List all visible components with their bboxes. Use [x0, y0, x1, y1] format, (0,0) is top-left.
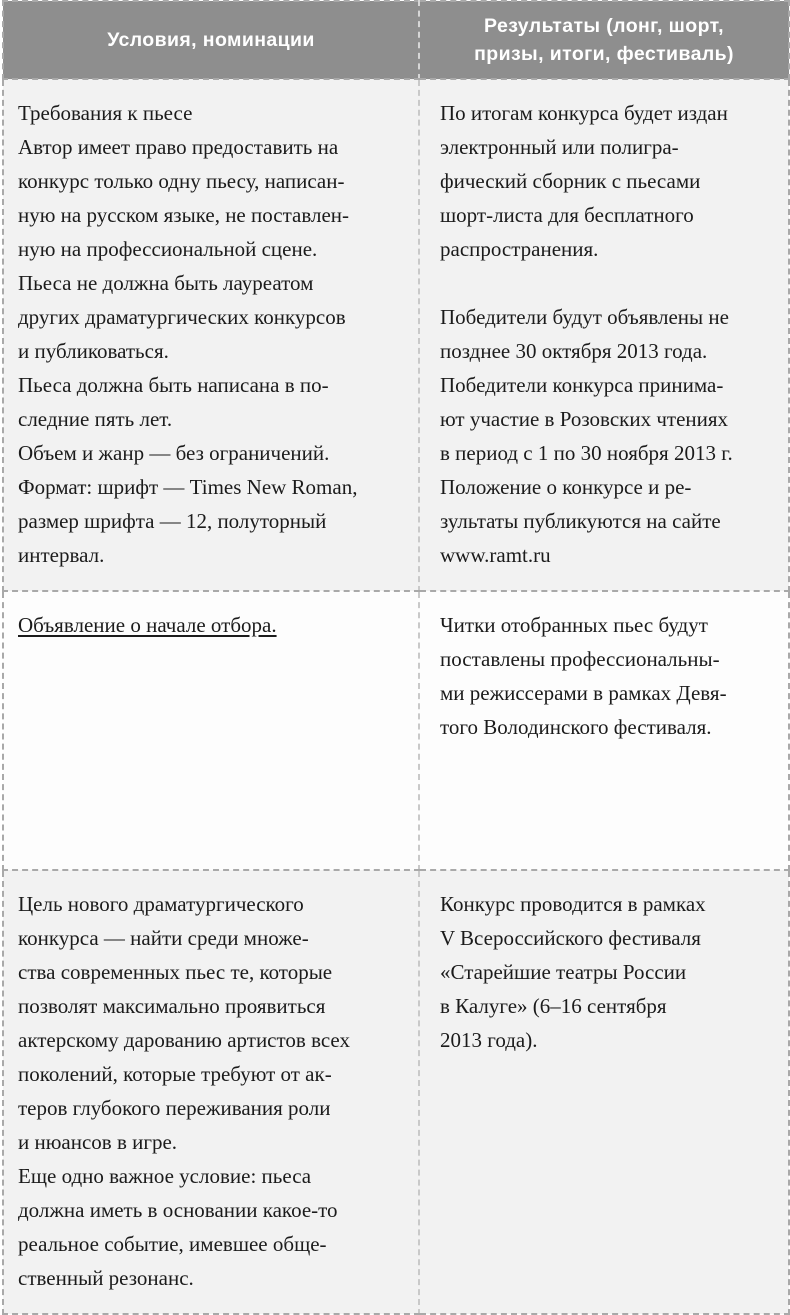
text-line: Еще одно важное условие: пьеса [18, 1164, 312, 1188]
text-line: позднее 30 октября 2013 года. [440, 339, 708, 363]
column-header-conditions-text [18, 26, 404, 54]
cell-conditions-goal [3, 870, 419, 1314]
text-line: 2013 года). [440, 1028, 538, 1052]
text-line: V Всероссийского фестиваля [440, 926, 701, 950]
text-line: в период с 1 по 30 ноября 2013 г. [440, 441, 733, 465]
cell-results-festival-text [440, 887, 766, 1057]
text-line: Условия, номинации [107, 29, 315, 51]
cell-results-publication [419, 79, 789, 591]
cell-conditions-announcement [3, 591, 419, 870]
table-row [3, 591, 789, 870]
column-header-results-text [434, 12, 774, 68]
text-line: теров глубокого переживания роли [18, 1096, 331, 1120]
text-line: «Старейшие театры России [440, 960, 687, 984]
text-line: Результаты (лонг, шорт, [484, 15, 724, 37]
cell-conditions-requirements-text [18, 96, 396, 572]
text-line: конкурса — найти среди множе- [18, 926, 309, 950]
cell-results-readings-text [440, 608, 766, 744]
text-line: других драматургических конкурсов [18, 305, 346, 329]
text-line: ют участие в Розовских чтениях [440, 407, 729, 431]
column-header-conditions [3, 1, 419, 79]
cell-results-festival [419, 870, 789, 1314]
text-line: размер шрифта — 12, полуторный [18, 509, 327, 533]
text-line: Объявление о начале отбора. [18, 613, 277, 637]
text-line: распространения. [440, 237, 599, 261]
conditions-results-table [2, 0, 790, 1315]
text-line: шорт-листа для бесплатного [440, 203, 694, 227]
text-line: ми режиссерами в рамках Девя- [440, 681, 727, 705]
text-line: www.ramt.ru [440, 543, 551, 567]
text-line: позволят максимально проявиться [18, 994, 326, 1018]
table-header [3, 1, 789, 79]
text-line: Формат: шрифт — Times New Roman, [18, 475, 358, 499]
text-line: ства современных пьес те, которые [18, 960, 333, 984]
text-line: интервал. [18, 543, 105, 567]
table-header-row [3, 1, 789, 79]
text-line: Цель нового драматургического [18, 892, 304, 916]
cell-conditions-goal-text [18, 887, 396, 1295]
text-line: Конкурс проводится в рамках [440, 892, 706, 916]
text-line: актерскому дарованию артистов всех [18, 1028, 350, 1052]
text-line: Положение о конкурсе и ре- [440, 475, 692, 499]
text-line: поставлены профессиональны- [440, 647, 720, 671]
cell-conditions-requirements [3, 79, 419, 591]
text-line: в Калуге» (6–16 сентября [440, 994, 667, 1018]
text-line: ственный резонанс. [18, 1266, 194, 1290]
text-line: Читки отобранных пьес будут [440, 613, 708, 637]
text-line: ную на русском языке, не поставлен- [18, 203, 350, 227]
text-line: По итогам конкурса будет издан [440, 101, 728, 125]
text-line: Победители конкурса принима- [440, 373, 724, 397]
cell-results-publication-text [440, 96, 766, 572]
text-line: конкурс только одну пьесу, написан- [18, 169, 345, 193]
text-line: того Володинского фестиваля. [440, 715, 712, 739]
text-line: фический сборник с пьесами [440, 169, 701, 193]
table-row [3, 870, 789, 1314]
text-line: Объем и жанр — без ограничений. [18, 441, 330, 465]
cell-conditions-announcement-text [18, 608, 396, 642]
text-line: Победители будут объявлены не [440, 305, 729, 329]
text-line: должна иметь в основании какое-то [18, 1198, 338, 1222]
text-line: электронный или полигра- [440, 135, 679, 159]
text-line: Пьеса не должна быть лауреатом [18, 271, 314, 295]
text-line: призы, итоги, фестиваль) [474, 43, 734, 65]
text-line: ную на профессиональной сцене. [18, 237, 318, 261]
text-line: поколений, которые требуют от ак- [18, 1062, 332, 1086]
text-line: Пьеса должна быть написана в по- [18, 373, 329, 397]
text-line: Автор имеет право предоставить на [18, 135, 339, 159]
table-body [3, 79, 789, 1314]
text-line: и нюансов в игре. [18, 1130, 178, 1154]
text-line: и публиковаться. [18, 339, 169, 363]
column-header-results [419, 1, 789, 79]
text-line: зультаты публикуются на сайте [440, 509, 721, 533]
text-line: следние пять лет. [18, 407, 173, 431]
text-line: реальное событие, имевшее обще- [18, 1232, 327, 1256]
cell-results-readings [419, 591, 789, 870]
table-row [3, 79, 789, 591]
text-line: Требования к пьесе [18, 101, 193, 125]
text-line [440, 266, 766, 300]
